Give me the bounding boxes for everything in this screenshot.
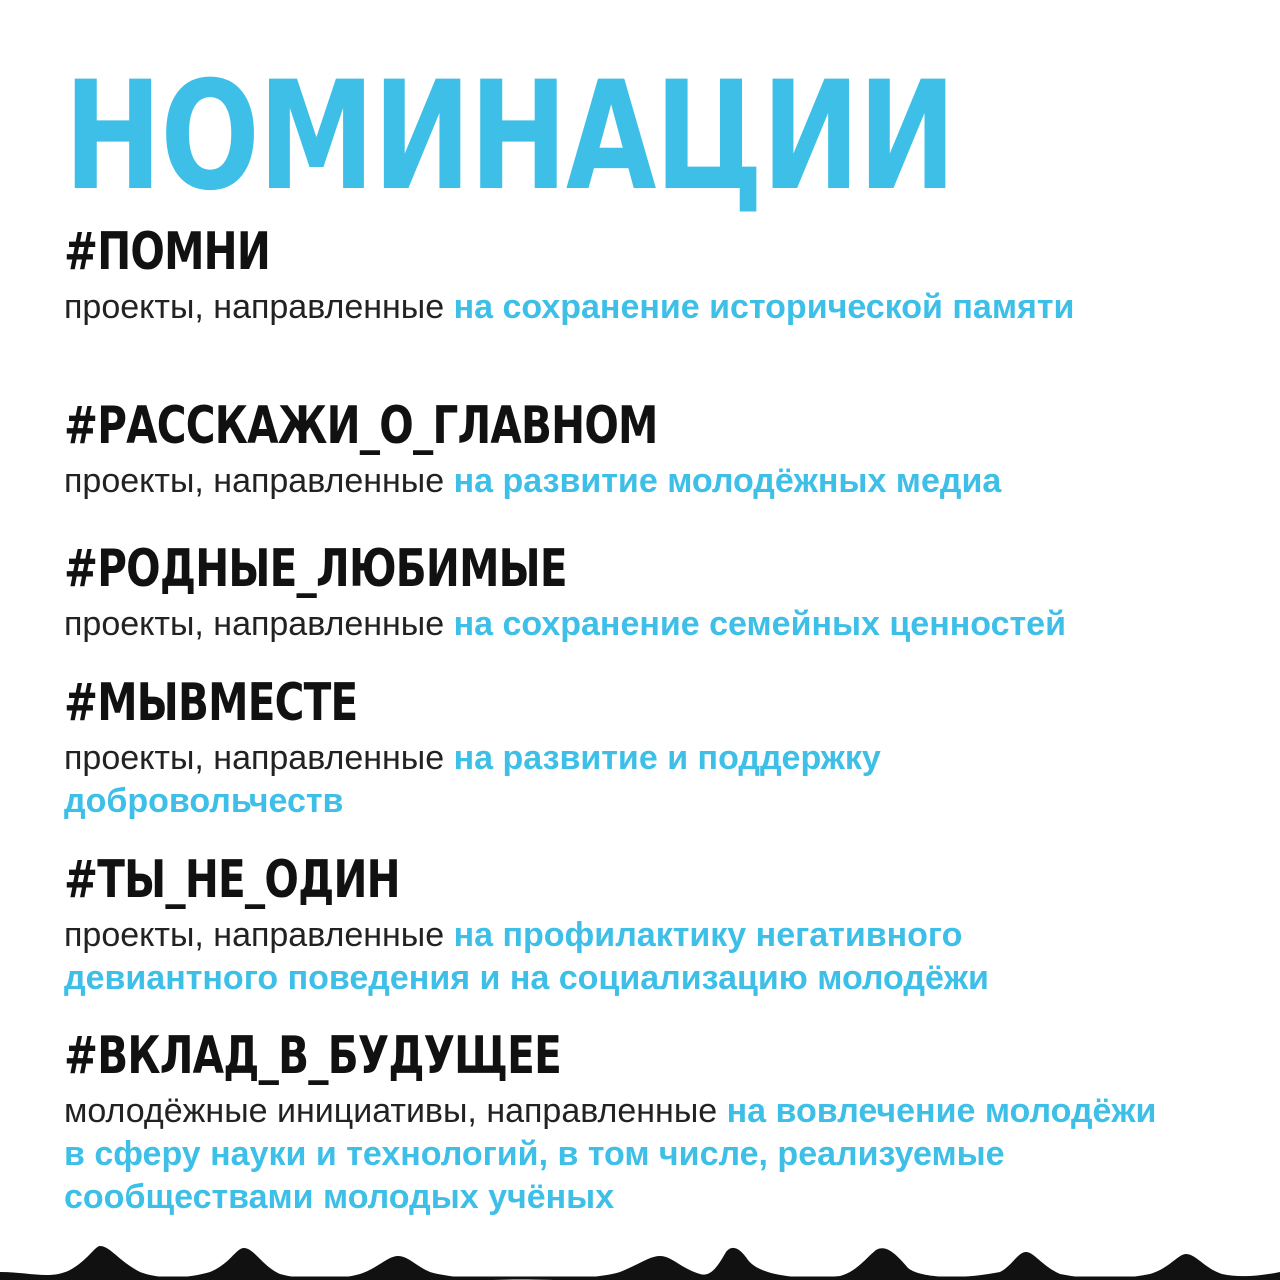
nomination-tag: #ПОМНИ: [64, 222, 270, 282]
description-prefix: проекты, направленные: [64, 605, 454, 643]
description-prefix: проекты, направленные: [64, 288, 454, 326]
nomination-description: [64, 460, 1244, 503]
nomination-tag: #РАССКАЖИ_О_ГЛАВНОМ: [64, 396, 658, 456]
nomination-description: [64, 737, 1064, 823]
description-highlight: на сохранение исторической памяти: [453, 288, 1075, 326]
description-prefix: молодёжные инициативы, направленные: [64, 1092, 727, 1130]
description-prefix: проекты, направленные: [64, 739, 454, 777]
decorative-wave-border: [0, 1220, 1280, 1280]
description-prefix: проекты, направленные: [64, 916, 454, 954]
nomination-description: [64, 1090, 1164, 1219]
nomination-pomni: [64, 222, 1244, 329]
description-highlight: на вовлечение молодёжи в сферу науки и технологий, в том числе, реализуемые сообществами молодых учёных: [64, 1092, 1157, 1216]
description-highlight: на профилактику негативного девиантного поведения и на социализацию молодёжи: [64, 916, 989, 997]
nomination-tag: #РОДНЫЕ_ЛЮБИМЫЕ: [64, 539, 567, 599]
description-prefix: проекты, направленные: [64, 462, 454, 500]
nomination-description: [64, 286, 1244, 329]
nomination-rasskazhi-o-glavnom: [64, 396, 1244, 503]
nomination-tag: #ВКЛАД_В_БУДУЩЕЕ: [64, 1026, 562, 1086]
nomination-description: [64, 914, 1164, 1000]
nomination-rodnye-lyubimye: [64, 539, 1244, 646]
description-highlight: на развитие и поддержку добровольчеств: [64, 739, 881, 820]
nomination-tag: #ТЫ_НЕ_ОДИН: [64, 850, 400, 910]
description-highlight: на развитие молодёжных медиа: [453, 462, 1002, 500]
nomination-ty-ne-odin: [64, 850, 1244, 1000]
nomination-description: [64, 603, 1244, 646]
nomination-tag: #МЫВМЕСТЕ: [64, 673, 358, 733]
nomination-myvmeste: [64, 673, 1244, 823]
page-title: НОМИНАЦИИ: [64, 50, 955, 224]
nomination-vklad-v-budushchee: [64, 1026, 1244, 1219]
description-highlight: на сохранение семейных ценностей: [453, 605, 1066, 643]
